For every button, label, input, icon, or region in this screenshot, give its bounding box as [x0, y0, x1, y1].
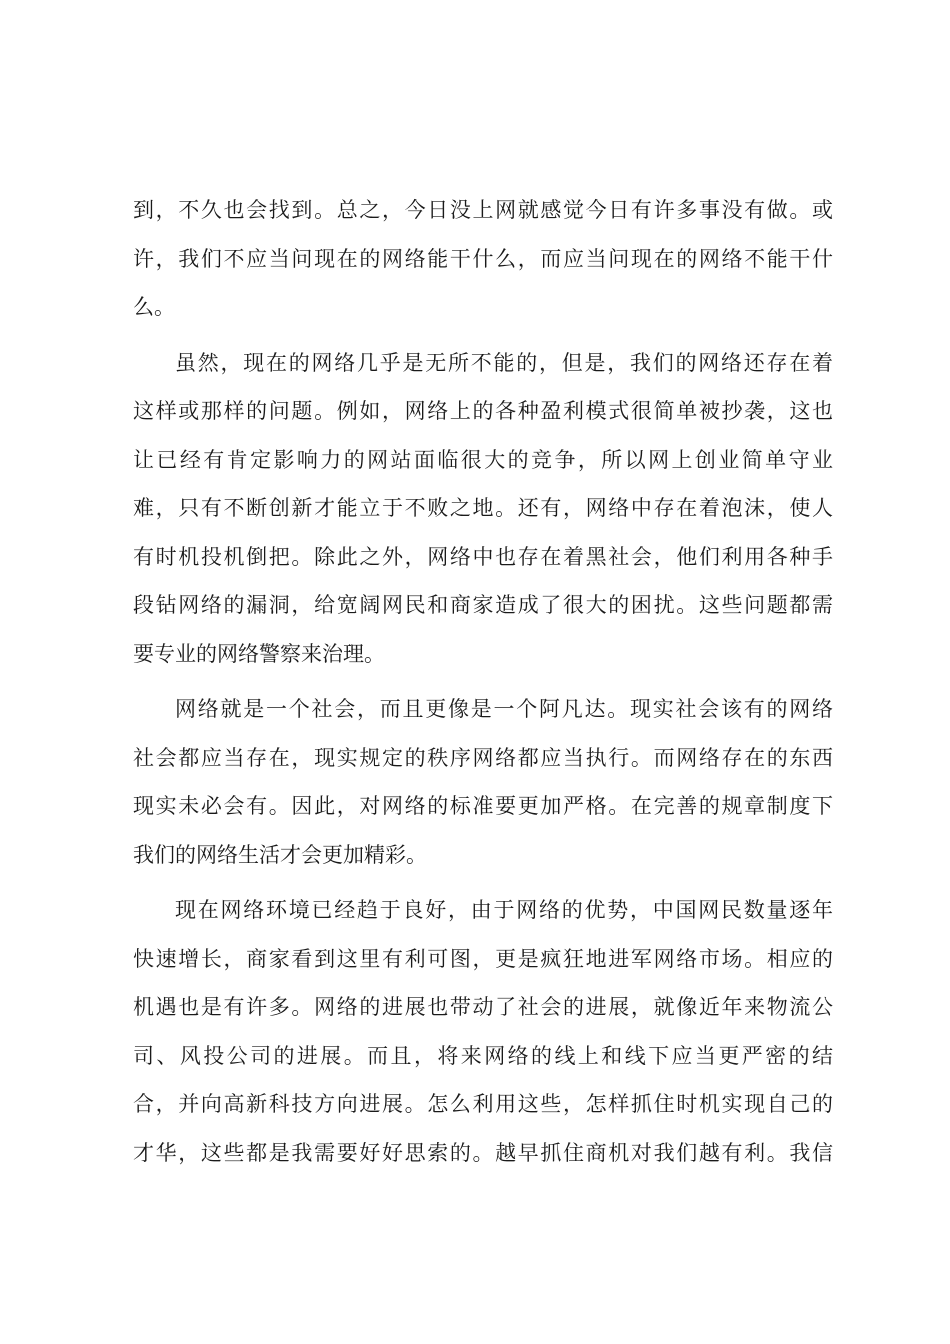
- text-line: 司、风投公司的进展。而且，将来网络的线上和线下应当更严密的结: [133, 1043, 833, 1068]
- paragraph: [133, 186, 833, 332]
- text-line: 段钻网络的漏洞，给宽阔网民和商家造成了很大的困扰。这些问题都需: [133, 593, 833, 617]
- text-line: 网络就是一个社会，而且更像是一个阿凡达。现实社会该有的网络: [175, 697, 833, 721]
- text-line: 让已经有肯定影响力的网站面临很大的竞争，所以网上创业简单守业: [133, 447, 833, 472]
- text-line: 许，我们不应当问现在的网络能干什么，而应当问现在的网络不能干什: [133, 246, 833, 271]
- text-line: 要专业的网络警察来治理。: [133, 641, 385, 666]
- text-line: 虽然，现在的网络几乎是无所不能的，但是，我们的网络还存在着: [175, 350, 833, 375]
- text-line: 现实未必会有。因此，对网络的标准要更加严格。在完善的规章制度下: [133, 794, 833, 818]
- paragraph: [133, 886, 833, 1177]
- text-line: 有时机投机倒把。除此之外，网络中也存在着黑社会，他们利用各种手: [133, 544, 833, 569]
- paragraph-spacer: [133, 879, 833, 886]
- text-line: 才华，这些都是我需要好好思索的。越早抓住商机对我们越有利。我信: [133, 1140, 833, 1165]
- paragraph-spacer: [133, 332, 833, 339]
- text-line: 现在网络环境已经趋于良好，由于网络的优势，中国网民数量逐年: [175, 898, 833, 922]
- text-line: 社会都应当存在，现实规定的秩序网络都应当执行。而网络存在的东西: [133, 745, 833, 770]
- text-line: 么。: [133, 295, 175, 319]
- text-line: 这样或那样的问题。例如，网络上的各种盈利模式很简单被抄袭，这也: [133, 399, 833, 423]
- paragraph: [133, 685, 833, 879]
- text-line: 到，不久也会找到。总之，今日没上网就感觉今日有许多事没有做。或: [133, 198, 833, 222]
- text-line: 快速增长，商家看到这里有利可图，更是疯狂地进军网络市场。相应的: [133, 946, 833, 971]
- text-line: 合，并向高新科技方向进展。怎么利用这些，怎样抓住时机实现自己的: [133, 1092, 833, 1116]
- document-body: [133, 186, 833, 1177]
- paragraph-spacer: [133, 678, 833, 685]
- paragraph: [133, 339, 833, 679]
- text-line: 我们的网络生活才会更加精彩。: [133, 842, 427, 867]
- text-line: 机遇也是有许多。网络的进展也带动了社会的进展，就像近年来物流公: [133, 995, 833, 1019]
- text-line: 难，只有不断创新才能立于不败之地。还有，网络中存在着泡沫，使人: [133, 496, 833, 520]
